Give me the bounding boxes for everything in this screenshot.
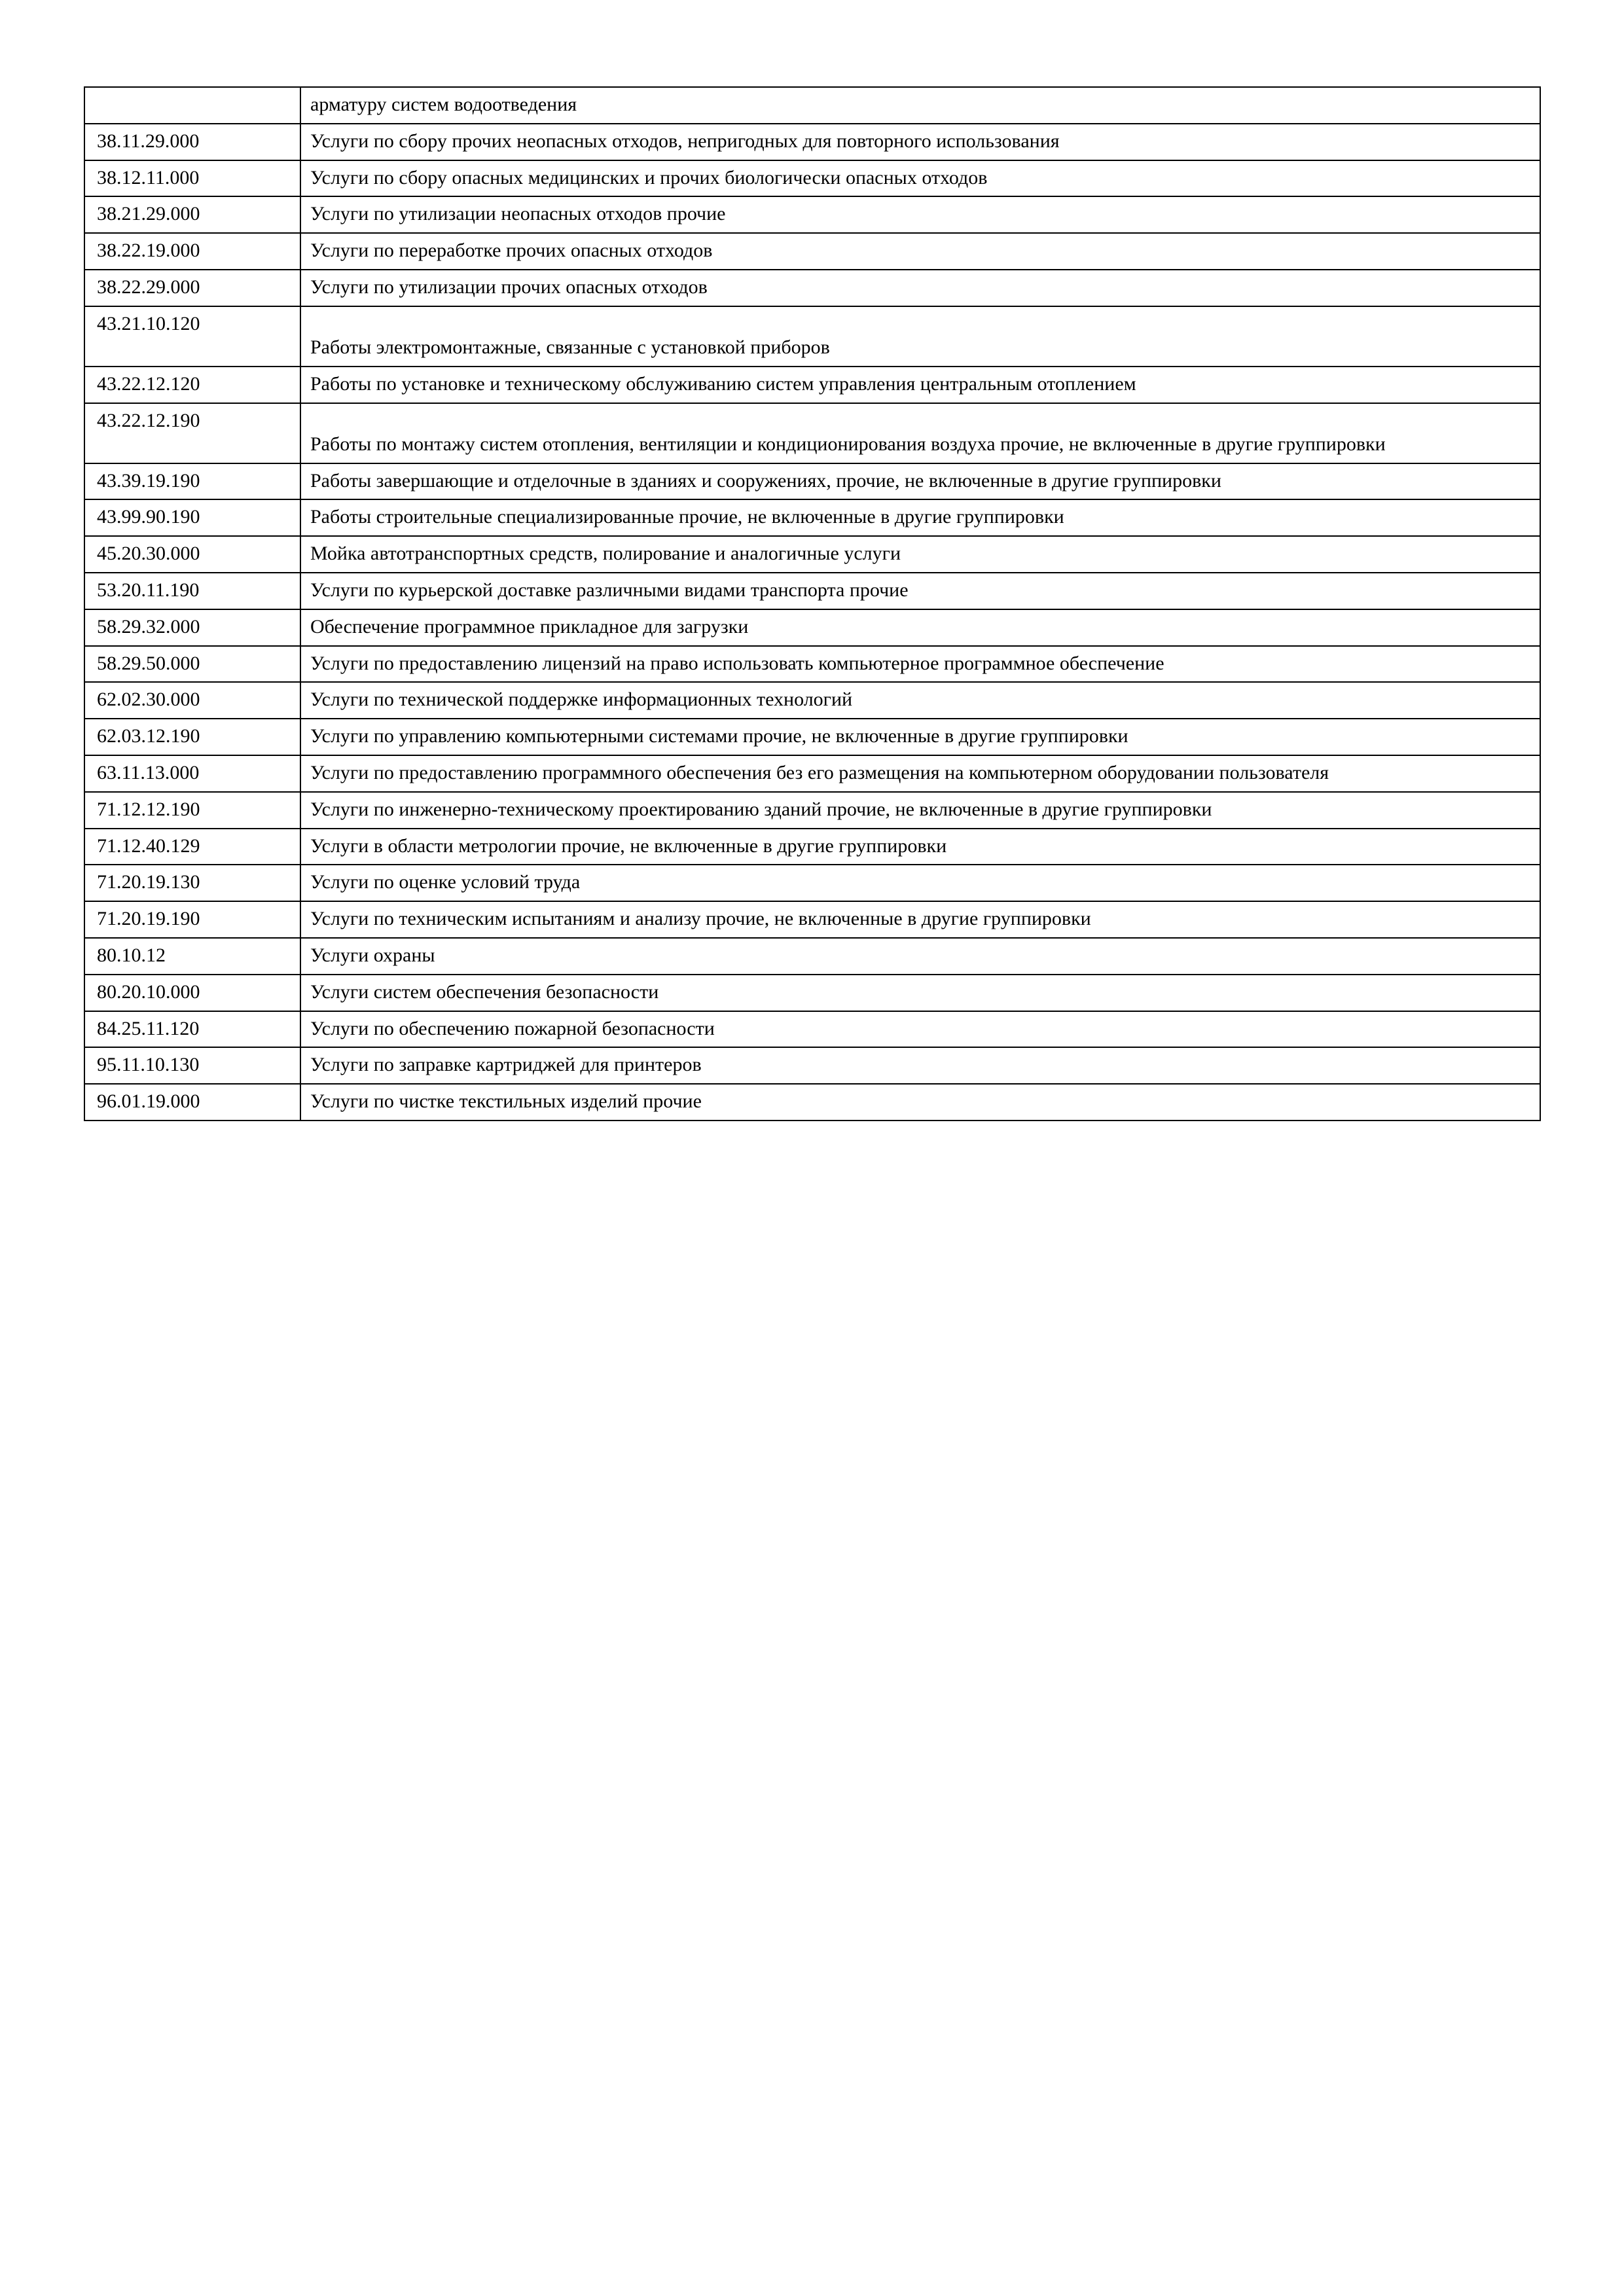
cell-code: 95.11.10.130 — [84, 1047, 300, 1084]
table-row — [84, 463, 1540, 500]
cell-code: 62.03.12.190 — [84, 719, 300, 755]
cell-code: 38.11.29.000 — [84, 124, 300, 160]
cell-name: Работы по монтажу систем отопления, вентиляции и кондиционирования воздуха прочие, не включенные в другие группировки — [300, 403, 1540, 463]
table-row — [84, 609, 1540, 646]
table-row — [84, 901, 1540, 938]
table-row — [84, 196, 1540, 233]
table-row — [84, 124, 1540, 160]
cell-name: Услуги по курьерской доставке различными видами транспорта прочие — [300, 573, 1540, 609]
table-row — [84, 682, 1540, 719]
cell-name: Услуги по техническим испытаниям и анализу прочие, не включенные в другие группировки — [300, 901, 1540, 938]
cell-name: арматуру систем водоотведения — [300, 87, 1540, 124]
cell-code: 53.20.11.190 — [84, 573, 300, 609]
cell-code: 43.22.12.190 — [84, 403, 300, 463]
cell-name: Услуги по чистке текстильных изделий прочие — [300, 1084, 1540, 1121]
cell-code: 71.12.40.129 — [84, 829, 300, 865]
table-row — [84, 1047, 1540, 1084]
cell-code: 38.22.19.000 — [84, 233, 300, 270]
cell-code: 43.39.19.190 — [84, 463, 300, 500]
cell-code: 63.11.13.000 — [84, 755, 300, 792]
cell-name: Услуги по сбору опасных медицинских и прочих биологически опасных отходов — [300, 160, 1540, 197]
cell-code: 38.22.29.000 — [84, 270, 300, 306]
cell-name: Услуги по инженерно-техническому проектированию зданий прочие, не включенные в другие группировки — [300, 792, 1540, 829]
table-row — [84, 975, 1540, 1011]
cell-code: 58.29.32.000 — [84, 609, 300, 646]
table-row — [84, 536, 1540, 573]
table-row — [84, 938, 1540, 975]
table-row — [84, 499, 1540, 536]
cell-name: Мойка автотранспортных средств, полирование и аналогичные услуги — [300, 536, 1540, 573]
table-row — [84, 646, 1540, 683]
cell-code: 71.12.12.190 — [84, 792, 300, 829]
cell-code: 80.10.12 — [84, 938, 300, 975]
cell-code: 43.21.10.120 — [84, 306, 300, 367]
table-row — [84, 755, 1540, 792]
cell-code: 84.25.11.120 — [84, 1011, 300, 1048]
cell-code: 80.20.10.000 — [84, 975, 300, 1011]
cell-name: Услуги по управлению компьютерными системами прочие, не включенные в другие группировки — [300, 719, 1540, 755]
table-row — [84, 160, 1540, 197]
table-row — [84, 829, 1540, 865]
table-row — [84, 367, 1540, 403]
cell-code: 38.12.11.000 — [84, 160, 300, 197]
cell-code: 58.29.50.000 — [84, 646, 300, 683]
table-row — [84, 233, 1540, 270]
cell-name: Услуги охраны — [300, 938, 1540, 975]
cell-code: 71.20.19.130 — [84, 865, 300, 901]
cell-name: Работы электромонтажные, связанные с установкой приборов — [300, 306, 1540, 367]
cell-name: Услуги по переработке прочих опасных отходов — [300, 233, 1540, 270]
cell-name: Услуги систем обеспечения безопасности — [300, 975, 1540, 1011]
table-row — [84, 865, 1540, 901]
cell-name: Услуги по обеспечению пожарной безопасности — [300, 1011, 1540, 1048]
cell-name: Услуги по заправке картриджей для принтеров — [300, 1047, 1540, 1084]
cell-code: 96.01.19.000 — [84, 1084, 300, 1121]
table-row — [84, 1084, 1540, 1121]
cell-name: Обеспечение программное прикладное для загрузки — [300, 609, 1540, 646]
cell-name: Услуги по утилизации неопасных отходов прочие — [300, 196, 1540, 233]
cell-name: Услуги по утилизации прочих опасных отходов — [300, 270, 1540, 306]
cell-code: 38.21.29.000 — [84, 196, 300, 233]
table-row — [84, 306, 1540, 367]
cell-code — [84, 87, 300, 124]
cell-name: Услуги по технической поддержке информационных технологий — [300, 682, 1540, 719]
okpd-codes-table — [84, 86, 1541, 1121]
cell-code: 62.02.30.000 — [84, 682, 300, 719]
cell-name: Работы завершающие и отделочные в зданиях и сооружениях, прочие, не включенные в другие группировки — [300, 463, 1540, 500]
cell-name: Услуги по сбору прочих неопасных отходов, непригодных для повторного использования — [300, 124, 1540, 160]
table-row — [84, 719, 1540, 755]
codes-table-container — [84, 86, 1540, 1121]
cell-name: Услуги по предоставлению программного обеспечения без его размещения на компьютерном оборудовании пользователя — [300, 755, 1540, 792]
cell-code: 43.99.90.190 — [84, 499, 300, 536]
cell-code: 71.20.19.190 — [84, 901, 300, 938]
cell-name: Работы по установке и техническому обслуживанию систем управления центральным отоплением — [300, 367, 1540, 403]
table-row — [84, 573, 1540, 609]
cell-code: 45.20.30.000 — [84, 536, 300, 573]
table-row — [84, 403, 1540, 463]
cell-code: 43.22.12.120 — [84, 367, 300, 403]
cell-name: Услуги в области метрологии прочие, не включенные в другие группировки — [300, 829, 1540, 865]
table-row — [84, 270, 1540, 306]
table-row — [84, 1011, 1540, 1048]
table-row — [84, 87, 1540, 124]
table-row — [84, 792, 1540, 829]
table-body — [84, 87, 1540, 1121]
cell-name: Работы строительные специализированные прочие, не включенные в другие группировки — [300, 499, 1540, 536]
cell-name: Услуги по оценке условий труда — [300, 865, 1540, 901]
cell-name: Услуги по предоставлению лицензий на право использовать компьютерное программное обеспечение — [300, 646, 1540, 683]
